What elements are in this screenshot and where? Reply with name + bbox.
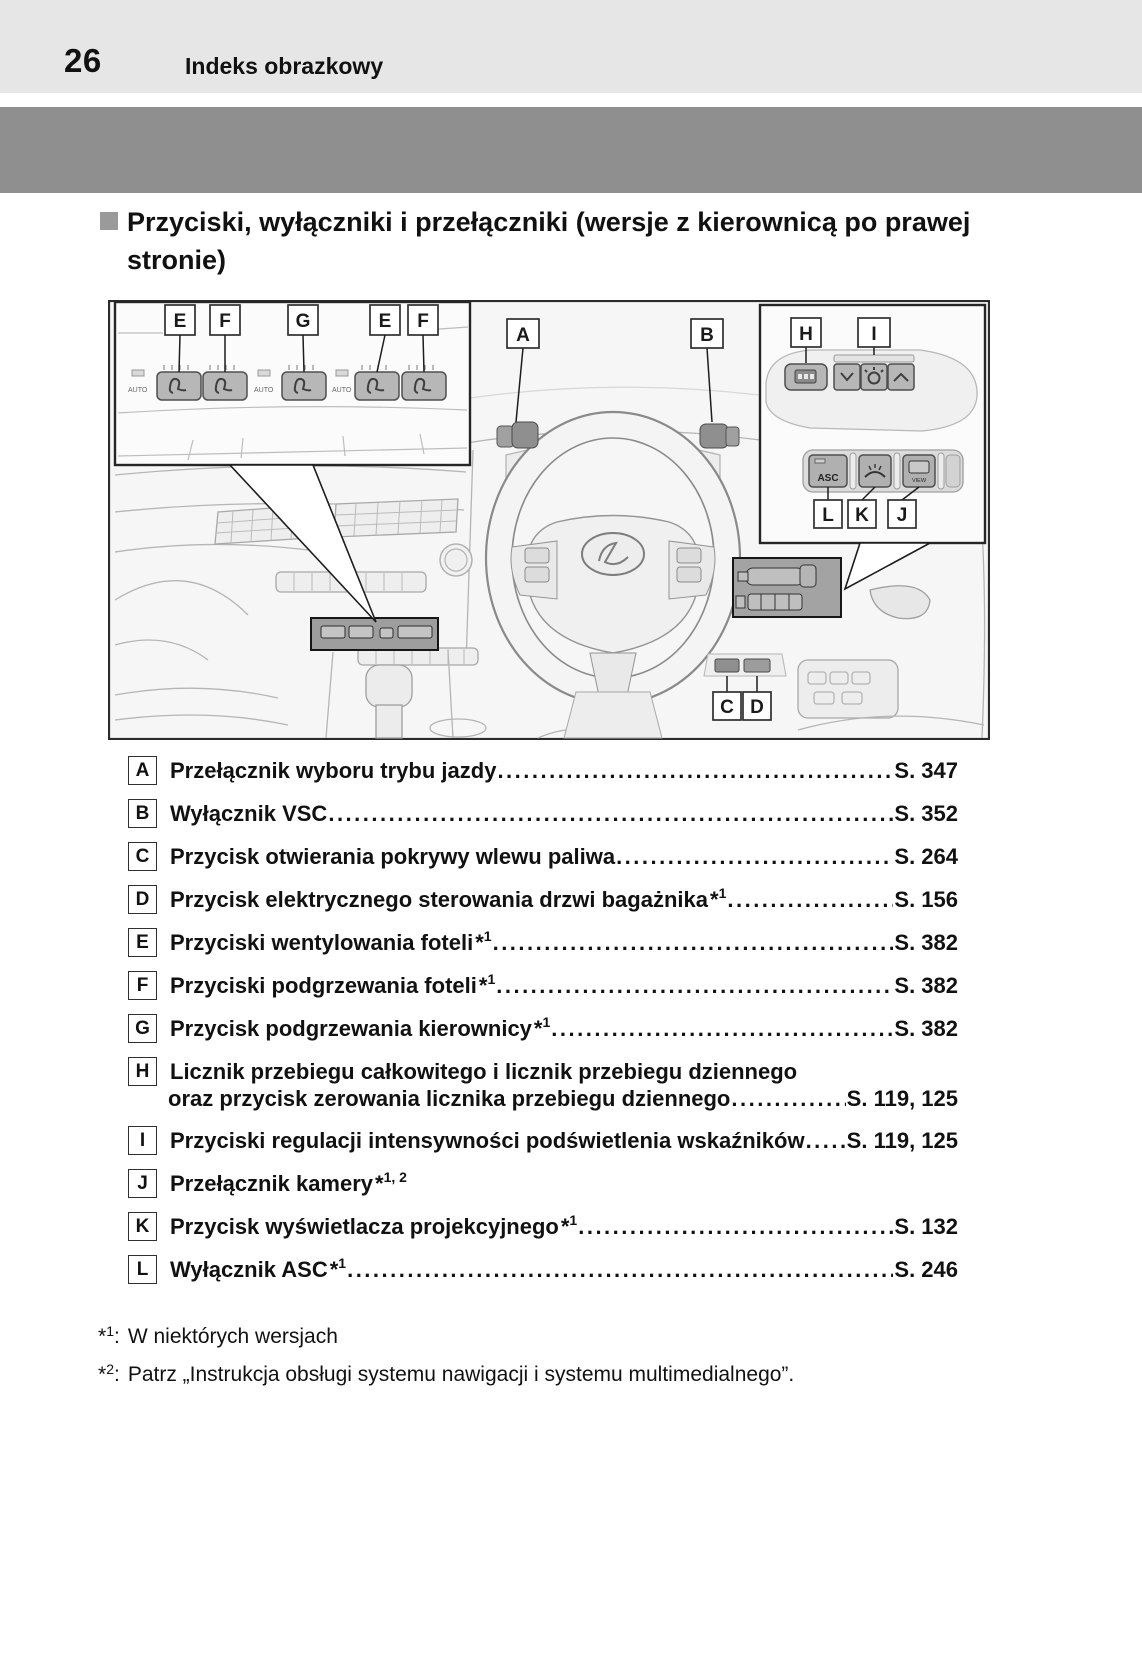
callout-letter: D	[128, 885, 157, 914]
item-label: Przyciski wentylowania foteli	[170, 929, 474, 955]
callout-label: I	[871, 324, 877, 345]
seat-switch-highlight	[311, 618, 438, 650]
footnote-ref: 1	[487, 970, 496, 987]
footnote	[98, 1363, 998, 1387]
footnote-ref: 1	[338, 1254, 347, 1271]
item-label: Przełącznik wyboru trybu jazdy	[170, 757, 497, 783]
dotted-leader	[496, 973, 893, 999]
auto-label: AUTO	[332, 387, 352, 394]
vsc-knob	[700, 424, 739, 448]
item-label: Przycisk podgrzewania kierownicy	[170, 1015, 532, 1041]
dotted-leader	[497, 758, 893, 784]
footnote-text: Patrz „Instrukcja obsługi systemu nawigacji i systemu multimedialnego”.	[127, 1363, 795, 1386]
auto-label: AUTO	[254, 387, 274, 394]
callout-letter: K	[128, 1212, 157, 1241]
callout-label: H	[799, 324, 813, 345]
callout-label: A	[516, 325, 530, 346]
item-label: Wyłącznik VSC	[170, 800, 328, 826]
list-item	[128, 842, 958, 871]
footnote-separator: :	[113, 1363, 120, 1386]
footnote-separator: :	[113, 1325, 120, 1348]
lexus-logo-icon	[582, 533, 644, 575]
callout-letter: A	[128, 756, 157, 785]
page-reference: S. 119, 125	[846, 1086, 958, 1111]
callout-label: J	[896, 505, 908, 526]
asterisk: *	[533, 1015, 543, 1041]
callout-letter: F	[128, 971, 157, 1000]
page-reference: S. 264	[894, 843, 958, 869]
asterisk: *	[98, 1325, 107, 1348]
callout-label: K	[855, 505, 869, 526]
footnote-ref: 1	[483, 927, 492, 944]
seat-panel-inset	[115, 302, 470, 465]
section-heading	[100, 203, 1027, 279]
list-item	[128, 1057, 958, 1112]
callout-letter: C	[128, 842, 157, 871]
asterisk: *	[475, 929, 484, 955]
page-reference: S. 132	[894, 1213, 958, 1239]
page-reference: S. 119, 125	[846, 1127, 958, 1153]
page-reference: S. 156	[894, 886, 958, 912]
list-item	[128, 756, 958, 785]
footnote-ref: 1	[569, 1211, 578, 1228]
callout-label: C	[720, 697, 734, 718]
drive-mode-knob	[497, 422, 538, 448]
callout-letter: H	[128, 1057, 157, 1086]
page-reference: S. 382	[894, 1015, 958, 1041]
footnote-ref: 1	[542, 1013, 551, 1030]
list-item	[128, 885, 958, 914]
footnote-number: 1	[106, 1323, 114, 1339]
callout-label: F	[417, 311, 429, 332]
item-label: Przyciski regulacji intensywności podświetlenia wskaźników	[170, 1127, 805, 1153]
view-button-label: VIEW	[911, 478, 927, 484]
callout-label: E	[173, 311, 187, 332]
page-reference: S. 382	[894, 929, 958, 955]
auto-label: AUTO	[128, 387, 148, 394]
asterisk: *	[710, 886, 719, 912]
list-item	[128, 799, 958, 828]
footnote-ref: 1	[718, 884, 727, 901]
callout-label: B	[700, 325, 714, 346]
chapter-title: Indeks obrazkowy	[185, 53, 384, 79]
page-number: 26	[64, 42, 102, 79]
page-reference: S. 382	[894, 972, 958, 998]
callout-letter: E	[128, 928, 157, 957]
item-label: Przycisk elektrycznego sterowania drzwi bagażnika	[170, 886, 708, 912]
section-heading-line1: Przyciski, wyłączniki i przełączniki (wersje z kierownicą po prawej	[127, 207, 971, 237]
list-item	[128, 1255, 958, 1284]
list-item	[128, 1212, 958, 1241]
item-label: Wyłącznik ASC	[170, 1256, 328, 1282]
callout-letter: L	[128, 1255, 157, 1284]
callout-letter: I	[128, 1126, 157, 1155]
dotted-leader	[578, 1214, 893, 1240]
list-item	[128, 1169, 958, 1198]
item-label: Przycisk otwierania pokrywy wlewu paliwa	[170, 843, 616, 869]
asterisk: *	[560, 1213, 570, 1239]
callout-label: L	[822, 505, 834, 526]
page-reference: S. 347	[894, 757, 958, 783]
callout-list	[128, 756, 958, 1298]
dotted-leader	[328, 801, 893, 827]
asterisk: *	[329, 1256, 339, 1282]
footnote	[98, 1325, 998, 1349]
fuel-trunk-buttons	[704, 654, 786, 676]
callout-letter: B	[128, 799, 157, 828]
list-item	[128, 971, 958, 1000]
callout-label: G	[295, 311, 311, 332]
camera-icon	[909, 461, 929, 473]
dotted-leader	[493, 930, 894, 956]
footnote-number: 2	[106, 1361, 114, 1377]
callout-letter: G	[128, 1014, 157, 1043]
dashboard-figure	[108, 300, 990, 740]
meter-panel-inset	[760, 305, 985, 543]
divider-band	[0, 107, 1142, 193]
callout-label: D	[750, 697, 764, 718]
asterisk: *	[375, 1170, 384, 1196]
column-switch-highlight	[733, 558, 841, 617]
dotted-leader	[347, 1257, 893, 1283]
footnote-ref: 1, 2	[383, 1168, 407, 1185]
item-label-line2: oraz przycisk zerowania licznika przebiegu dziennego	[168, 1086, 731, 1111]
section-heading-line2: stronie)	[127, 245, 227, 275]
dotted-leader	[616, 844, 893, 870]
footnote-text: W niektórych wersjach	[127, 1325, 338, 1348]
callout-letter: J	[128, 1169, 157, 1198]
asterisk: *	[98, 1363, 107, 1386]
header-band	[0, 0, 1142, 93]
callout-label: E	[378, 311, 392, 332]
item-label: Przełącznik kamery	[170, 1170, 374, 1196]
list-item	[128, 1014, 958, 1043]
asterisk: *	[478, 972, 488, 998]
page-reference: S. 246	[894, 1256, 958, 1282]
dotted-leader	[731, 1086, 845, 1112]
item-label: Przyciski podgrzewania foteli	[170, 972, 477, 998]
list-item	[128, 928, 958, 957]
square-bullet-icon	[100, 212, 118, 230]
dotted-leader	[727, 887, 893, 913]
page-reference: S. 352	[894, 800, 958, 826]
footnotes	[98, 1325, 998, 1401]
dotted-leader	[551, 1016, 893, 1042]
item-label: Licznik przebiegu całkowitego i licznik przebiegu dziennego	[170, 1058, 798, 1084]
asc-button-label: ASC	[817, 473, 839, 484]
callout-label: F	[219, 311, 231, 332]
item-label: Przycisk wyświetlacza projekcyjnego	[170, 1213, 559, 1239]
list-item	[128, 1126, 958, 1155]
dashboard-illustration	[108, 300, 990, 740]
dotted-leader	[806, 1128, 846, 1154]
